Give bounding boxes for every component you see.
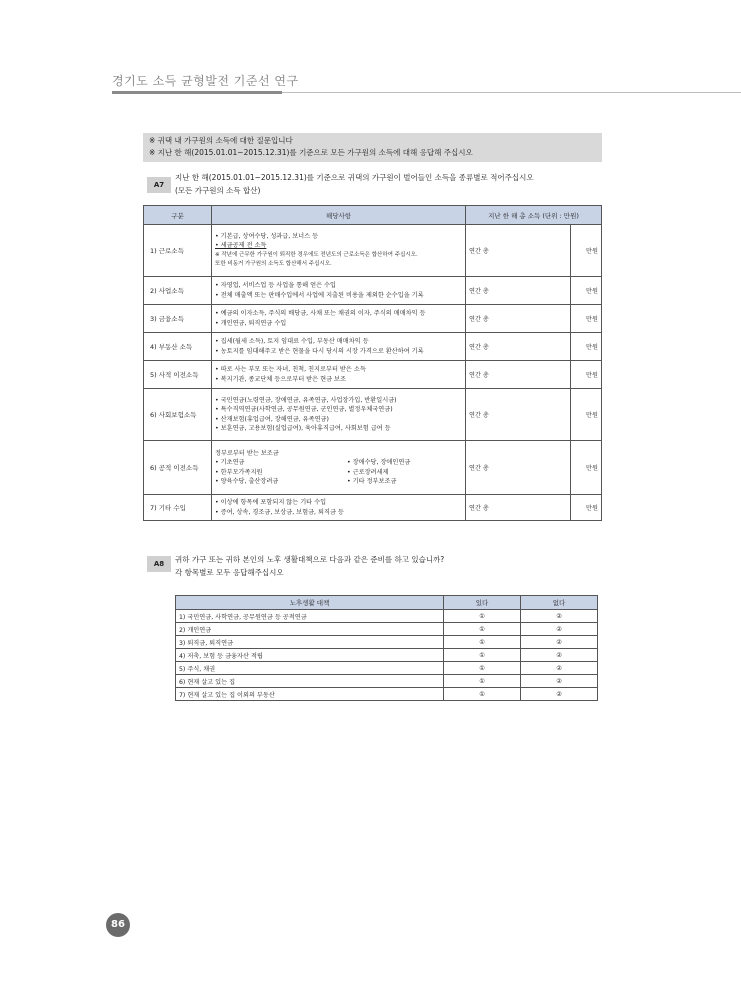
row-description — [212, 333, 466, 361]
unit-label: 만원 — [571, 389, 602, 441]
table-row — [176, 610, 598, 623]
row-category: 3) 금융소득 — [144, 305, 212, 333]
amount-input-income-8[interactable] — [502, 495, 571, 521]
question-a7 — [175, 171, 534, 197]
row-description — [212, 277, 466, 305]
notice-box — [143, 133, 602, 162]
desc-line: • 집세(월세 소득), 토지 임대료 수입, 부동산 매매차익 등 — [215, 338, 369, 345]
option-no[interactable]: ② — [521, 610, 598, 623]
table-row — [144, 333, 602, 361]
table-row — [144, 305, 602, 333]
desc-line: • 따로 사는 부모 또는 자녀, 친척, 친지로부터 받은 소득 — [215, 366, 366, 373]
table-row — [144, 277, 602, 305]
unit-label: 만원 — [571, 305, 602, 333]
page-number: 86 — [106, 913, 130, 937]
plan-label: 1) 국민연금, 사학연금, 공무원연금 등 공적연금 — [176, 610, 444, 623]
running-header: 경기도 소득 균형발전 기준선 연구 — [112, 74, 299, 88]
notice-line-2: ※ 지난 한 해(2015.01.01~2015.12.31)를 기준으로 모든 가구원의 소득에 대해 응답해 주십시오 — [149, 148, 473, 157]
annual-label: 연간 총 — [466, 305, 503, 333]
row-category: 7) 기타 수입 — [144, 495, 212, 521]
row-category: 4) 부동산 소득 — [144, 333, 212, 361]
annual-label: 연간 총 — [466, 361, 503, 389]
unit-label: 만원 — [571, 277, 602, 305]
col-header-category: 구분 — [144, 206, 212, 225]
annual-label: 연간 총 — [466, 441, 503, 495]
table-row — [176, 636, 598, 649]
retirement-table — [175, 595, 598, 701]
plan-label: 7) 현재 살고 있는 집 이외의 부동산 — [176, 688, 444, 701]
row-description — [212, 225, 466, 277]
plan-label: 4) 저축, 보험 등 금융자산 적립 — [176, 649, 444, 662]
option-yes[interactable]: ① — [444, 636, 521, 649]
notice-line-1: ※ 귀댁 내 가구원의 소득에 대한 질문입니다 — [149, 136, 293, 145]
amount-input-income-1[interactable] — [502, 225, 571, 277]
desc-line: • 특수직역연금(사학연금, 공무원연금, 군인연금, 별정우체국연금) — [215, 406, 393, 413]
unit-label: 만원 — [571, 361, 602, 389]
desc-line: • 기본급, 상여수당, 성과급, 보너스 등 — [215, 232, 319, 240]
table-row — [176, 662, 598, 675]
desc-line: • 예금의 이자소득, 주식의 배당금, 사채 또는 채권의 이자, 주식의 매매차익 등 — [215, 310, 426, 317]
option-no[interactable]: ② — [521, 662, 598, 675]
desc-line: • 기타 정부보조금 — [347, 478, 397, 485]
row-description — [212, 495, 466, 521]
table-row — [144, 441, 602, 495]
question-tag-a7: A7 — [147, 177, 171, 193]
desc-note: ※ 작년에 근무한 가구원이 퇴직한 경우에도 전년도의 근로소득은 합산하여 주십시오. — [215, 251, 418, 258]
col-header-details: 해당사항 — [212, 206, 466, 225]
table-row — [144, 361, 602, 389]
row-category: 6) 공적 이전소득 — [144, 441, 212, 495]
option-yes[interactable]: ① — [444, 610, 521, 623]
desc-line: • 자영업, 서비스업 등 사업을 통해 얻은 수입 — [215, 282, 336, 289]
table-row — [144, 225, 602, 277]
annual-label: 연간 총 — [466, 389, 503, 441]
plan-label: 3) 퇴직금, 퇴직연금 — [176, 636, 444, 649]
desc-line: • 양육수당, 출산장려금 — [215, 478, 279, 485]
col-header-amount: 지난 한 해 총 소득 (단위 : 만원) — [466, 206, 602, 225]
plan-label: 6) 현재 살고 있는 집 — [176, 675, 444, 688]
desc-line: • 근로장려세제 — [347, 468, 389, 476]
col-header-plan: 노후생활 대책 — [176, 596, 444, 610]
desc-line: • 증여, 상속, 경조금, 보상금, 보험금, 퇴직금 등 — [215, 508, 344, 516]
option-yes[interactable]: ① — [444, 688, 521, 701]
desc-line: • 한부모가족지원 — [215, 468, 263, 476]
amount-input-income-7[interactable] — [502, 441, 571, 495]
annual-label: 연간 총 — [466, 333, 503, 361]
table-row — [176, 649, 598, 662]
col-header-no: 없다 — [521, 596, 598, 610]
question-a8 — [175, 553, 444, 579]
unit-label: 만원 — [571, 441, 602, 495]
row-category: 2) 사업소득 — [144, 277, 212, 305]
table-row — [144, 389, 602, 441]
unit-label: 만원 — [571, 333, 602, 361]
desc-line: • 개인연금, 퇴직연금 수입 — [215, 319, 287, 327]
plan-label: 5) 주식, 채권 — [176, 662, 444, 675]
desc-note: 또한 비동거 가구원의 소득도 합산해서 주십시오. — [215, 261, 332, 267]
desc-line: • 농토지를 임대해주고 받은 현물을 다시 당시의 시장 가격으로 환산하여 기록 — [215, 347, 424, 355]
desc-line: • 전체 매출액 또는 판매수입에서 사업에 지출된 비용을 제외한 순수입을 기록 — [215, 291, 424, 299]
subsidy-grid — [215, 458, 462, 487]
row-description — [212, 361, 466, 389]
amount-input-income-3[interactable] — [502, 305, 571, 333]
row-description — [212, 389, 466, 441]
option-no[interactable]: ② — [521, 636, 598, 649]
unit-label: 만원 — [571, 225, 602, 277]
option-no[interactable]: ② — [521, 675, 598, 688]
desc-line: • 기초연금 — [215, 459, 245, 466]
amount-input-income-6[interactable] — [502, 389, 571, 441]
desc-line: • 장애수당, 장애인연금 — [347, 459, 411, 466]
row-category: 6) 사회보험소득 — [144, 389, 212, 441]
table-row — [176, 675, 598, 688]
col-header-yes: 있다 — [444, 596, 521, 610]
row-description — [212, 305, 466, 333]
option-no[interactable]: ② — [521, 623, 598, 636]
row-category: 1) 근로소득 — [144, 225, 212, 277]
unit-label: 만원 — [571, 495, 602, 521]
desc-line: • 복지기관, 종교단체 등으로부터 받은 현금 보조 — [215, 375, 346, 383]
question-a7-text: 지난 한 해(2015.01.01~2015.12.31)를 기준으로 귀댁의 가구원이 벌어들인 소득을 종류별로 적어주십시오 — [175, 173, 534, 182]
amount-input-income-4[interactable] — [502, 333, 571, 361]
annual-label: 연간 총 — [466, 277, 503, 305]
desc-line: • 국민연금(노령연금, 장애연금, 유족연금, 사업장가입, 반환일시금) — [215, 396, 397, 404]
option-yes[interactable]: ① — [444, 649, 521, 662]
table-row — [176, 623, 598, 636]
desc-heading: 정부로부터 받는 보조금 — [215, 449, 279, 457]
desc-line: • 세금공제 전 소득 — [215, 242, 267, 249]
desc-line: • 산재보험(휴업급여, 장해연금, 유족연금) — [215, 415, 329, 423]
option-no[interactable]: ② — [521, 688, 598, 701]
option-yes[interactable]: ① — [444, 623, 521, 636]
header-rule-accent — [112, 91, 282, 94]
income-table — [143, 205, 602, 521]
desc-line: • 이상에 항목에 포함되지 않는 기타 수입 — [215, 499, 327, 506]
row-description — [212, 441, 466, 495]
annual-label: 연간 총 — [466, 225, 503, 277]
question-a8-subtext: 각 항목별로 모두 응답해주십시오 — [175, 568, 284, 577]
option-no[interactable]: ② — [521, 649, 598, 662]
row-category: 5) 사적 이전소득 — [144, 361, 212, 389]
desc-line: • 보훈연금, 고용보험(실업급여), 육아휴직급여, 사회보험 급여 등 — [215, 425, 391, 432]
question-a7-subtext: (모든 가구원의 소득 합산) — [175, 186, 261, 195]
annual-label: 연간 총 — [466, 495, 503, 521]
question-tag-a8: A8 — [147, 556, 171, 572]
table-row — [176, 688, 598, 701]
option-yes[interactable]: ① — [444, 675, 521, 688]
option-yes[interactable]: ① — [444, 662, 521, 675]
amount-input-income-5[interactable] — [502, 361, 571, 389]
table-row — [144, 495, 602, 521]
plan-label: 2) 개인연금 — [176, 623, 444, 636]
question-a8-text: 귀하 가구 또는 귀하 본인의 노후 생활대책으로 다음과 같은 준비를 하고 있습니까? — [175, 555, 445, 564]
amount-input-income-2[interactable] — [502, 277, 571, 305]
